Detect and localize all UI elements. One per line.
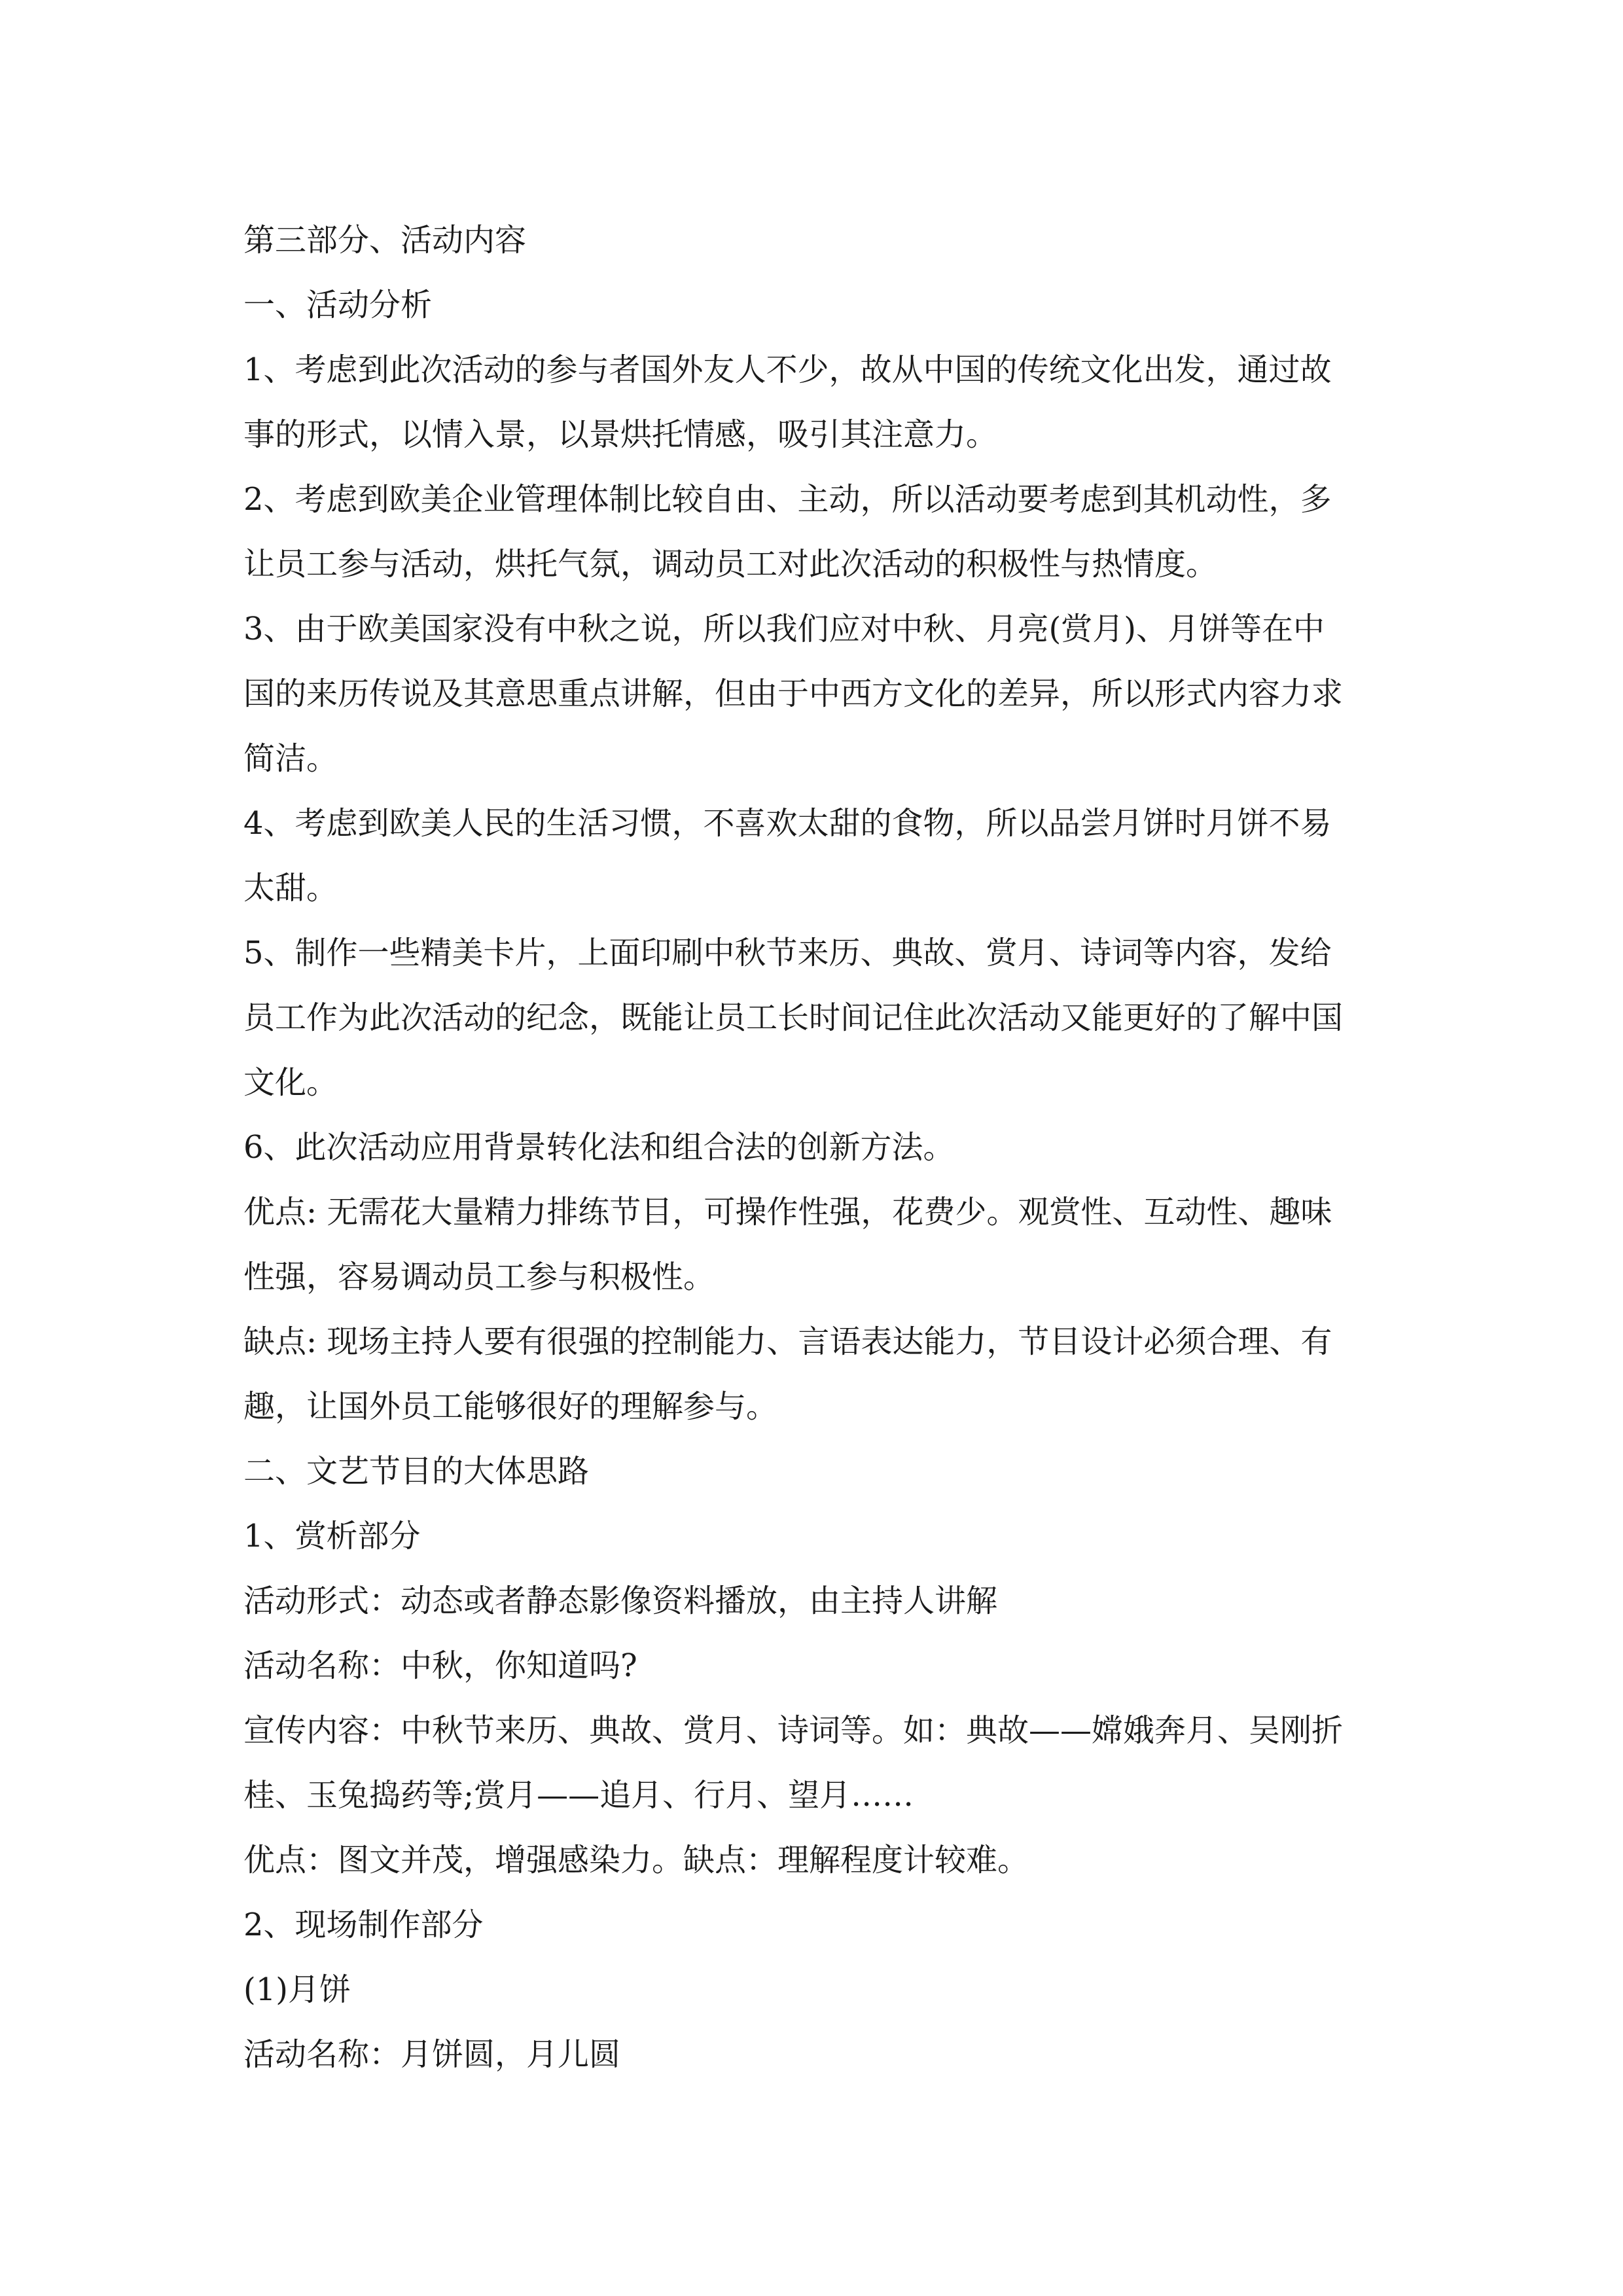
part1-heading: 一、活动分析 xyxy=(243,287,433,323)
paragraph-line: 国的来历传说及其意思重点讲解，但由于中西方文化的差异，所以形式内容力求 xyxy=(243,675,1344,712)
subsection-heading: 2、现场制作部分 xyxy=(243,1907,484,1943)
paragraph-line: 桂、玉兔捣药等;赏月——追月、行月、望月…… xyxy=(243,1777,914,1814)
part2-heading: 二、文艺节目的大体思路 xyxy=(243,1453,590,1490)
paragraph-line: 活动形式：动态或者静态影像资料播放，由主持人讲解 xyxy=(243,1583,998,1619)
paragraph-line: 太甜。 xyxy=(243,870,338,906)
paragraph-line: 1、考虑到此次活动的参与者国外友人不少，故从中国的传统文化出发，通过故 xyxy=(243,351,1332,388)
paragraph-line: 宣传内容：中秋节来历、典故、赏月、诗词等。如：典故——嫦娥奔月、吴刚折 xyxy=(243,1712,1344,1749)
paragraph-line: 3、由于欧美国家没有中秋之说，所以我们应对中秋、月亮(赏月)、月饼等在中 xyxy=(243,611,1325,647)
paragraph-line: 优点：图文并茂，增强感染力。缺点：理解程度计较难。 xyxy=(243,1842,1029,1878)
pros-line: 性强，容易调动员工参与积极性。 xyxy=(243,1259,715,1295)
list-item: (1)月饼 xyxy=(243,1971,351,2008)
paragraph-line: 让员工参与活动，烘托气氛，调动员工对此次活动的积极性与热情度。 xyxy=(243,546,1218,583)
paragraph-line: 6、此次活动应用背景转化法和组合法的创新方法。 xyxy=(243,1129,955,1166)
paragraph-line: 活动名称：中秋，你知道吗? xyxy=(243,1647,637,1684)
cons-line: 趣，让国外员工能够很好的理解参与。 xyxy=(243,1388,778,1425)
paragraph-line: 文化。 xyxy=(243,1064,338,1101)
paragraph-line: 员工作为此次活动的纪念，既能让员工长时间记住此次活动又能更好的了解中国 xyxy=(243,999,1344,1036)
paragraph-line: 事的形式，以情入景，以景烘托情感，吸引其注意力。 xyxy=(243,416,998,453)
paragraph-line: 2、考虑到欧美企业管理体制比较自由、主动，所以活动要考虑到其机动性，多 xyxy=(243,481,1332,518)
paragraph-line: 5、制作一些精美卡片，上面印刷中秋节来历、典故、赏月、诗词等内容，发给 xyxy=(243,935,1332,971)
paragraph-line: 活动名称：月饼圆，月儿圆 xyxy=(243,2036,621,2073)
paragraph-line: 4、考虑到欧美人民的生活习惯，不喜欢太甜的食物，所以品尝月饼时月饼不易 xyxy=(243,805,1332,842)
subsection-heading: 1、赏析部分 xyxy=(243,1518,421,1554)
section-title: 第三部分、活动内容 xyxy=(243,222,527,259)
document-body xyxy=(243,208,1387,2087)
paragraph-line: 简洁。 xyxy=(243,740,338,777)
cons-line: 缺点: 现场主持人要有很强的控制能力、言语表达能力，节目设计必须合理、有 xyxy=(243,1323,1332,1360)
pros-line: 优点: 无需花大量精力排练节目，可操作性强，花费少。观赏性、互动性、趣味 xyxy=(243,1194,1332,1230)
